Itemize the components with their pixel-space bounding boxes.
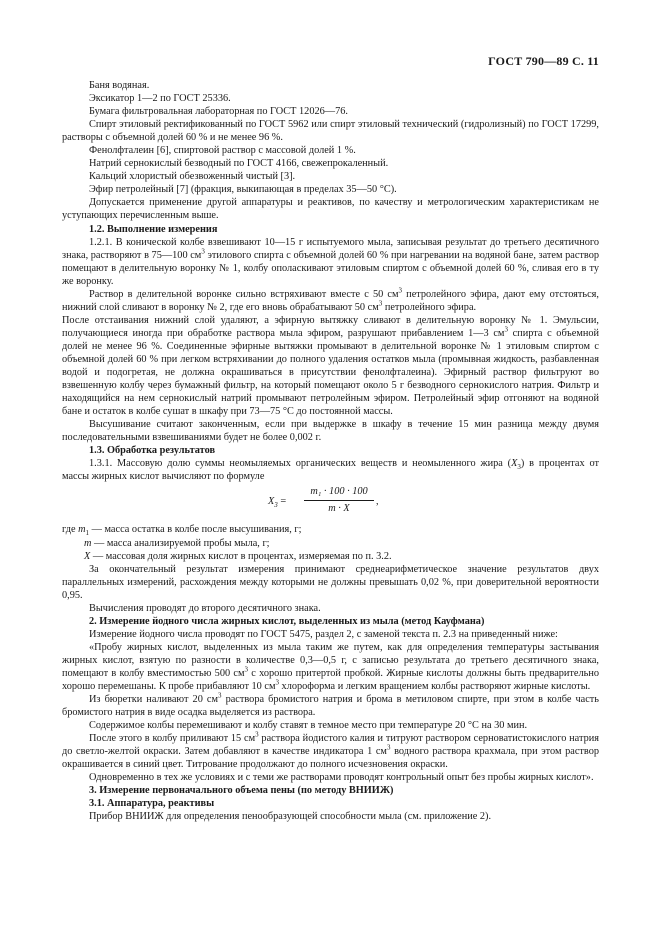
section-heading: 1.2. Выполнение измерения (89, 223, 218, 235)
reagent-line: Спирт этиловый ректификованный по ГОСТ 5962 или спирт этиловый технический (гидролизный) по ГОСТ 17299, растворы с объемной долей 60 % и не менее 96 %. (62, 119, 599, 144)
paragraph: Прибор ВНИИЖ для определения пенообразующей способности мыла (см. приложение 2). (89, 811, 492, 823)
section-heading: 1.3. Обработка результатов (89, 445, 216, 457)
formula-denominator: m · X (328, 502, 350, 514)
legend-item: X — массовая доля жирных кислот в процентах, измеряемая по п. 3.2. (84, 550, 392, 562)
formula-lhs: $X_3$ = (268, 496, 287, 510)
formula-fraction (304, 485, 374, 514)
paragraph: 1.2.1. В конической колбе взвешивают 10—15 г испытуемого мыла, записывая результат до третьего десятичного знака, растворяют в 75—100 $см^3$ этилового спирта с объемной долей 60 % при нагревании на водяной бане, затем раствор помещают в делительную воронку № 1, колбу ополаскивают этиловым спиртом с объемной долей 60 %, сливая его в ту же воронку. (62, 236, 599, 287)
paragraph: 1.3.1. Массовую долю суммы неомыляемых органических веществ и неомыленного жира $(X_3)$ в процентах от массы жирных кислот вычисляют по формуле (62, 458, 599, 483)
section-heading: 2. Измерение йодного числа жирных кислот, выделенных из мыла (метод Кауфмана) (89, 615, 485, 627)
paragraph: После этого в колбу приливают 15 $см^3$ раствора йодистого калия и титруют раствором серноватистокислого натрия до светло-желтой окраски. Затем добавляют в качестве индикатора 1 $см^3$ водного раствора крахмала, при этом раствор окрашивается в синий цвет. Титрование продолжают до полного исчезновения окраски. (62, 730, 599, 771)
formula: $X_3$ = $\frac{\text{m₁ · 100 · 100}}{m \cdot X}$ , (268, 486, 379, 514)
paragraph: За окончательный результат измерения принимают среднеарифметическое значение результатов двух параллельных измерений, расхождения между которыми не должны превышать 0,02 %, при доверительной вероятности 0,95. (62, 563, 599, 601)
reagent-line: Кальций хлористый обезвоженный чистый [3]. (89, 171, 296, 183)
paragraph: Раствор в делительной воронке сильно встряхивают вместе с 50 $см^3$ петролейного эфира, дают ему отстояться, нижний слой сливают в воронку № 2, где его вновь обрабатывают 50 $см^3$ петролейного эфира. (62, 286, 599, 313)
page-header: ГОСТ 790—89 С. 11 (488, 54, 599, 68)
reagent-line: Бумага фильтровальная лабораторная по ГОСТ 12026—76. (89, 106, 348, 118)
formula-legend (62, 523, 599, 562)
legend-item: m — масса анализируемой пробы мыла, г; (84, 537, 270, 549)
reagent-line: Фенолфталеин [6], спиртовой раствор с массовой долей 1 %. (89, 145, 356, 157)
reagent-line: Баня водяная. (89, 80, 150, 91)
subsection-heading: 3.1. Аппаратура, реактивы (89, 798, 215, 810)
paragraph: Вычисления проводят до второго десятичного знака. (89, 602, 321, 614)
reagent-line: Эксикатор 1—2 по ГОСТ 25336. (89, 93, 231, 105)
paragraph: Одновременно в тех же условиях и с теми же растворами проводят контрольный опыт без пробы жирных кислот». (89, 772, 594, 784)
paragraph: Высушивание считают законченным, если при выдержке в шкафу в течение 15 мин разница между двумя последовательными взвешиваниями будет не более 0,002 г. (62, 419, 599, 444)
page-body (62, 79, 599, 824)
formula-numerator: m₁ · 100 · 100 (304, 485, 374, 500)
paragraph: Измерение йодного числа проводят по ГОСТ 5475, раздел 2, с заменой текста п. 2.3 на приведенный ниже: (89, 628, 558, 640)
paragraph: Из бюретки наливают 20 $см^3$ раствора бромистого натрия и брома в метиловом спирте, при этом в колбе часть бромистого натрия в виде осадка выделяется из раствора. (62, 691, 599, 719)
section-heading: 3. Измерение первоначального объема пены (по методу ВНИИЖ) (89, 785, 394, 797)
paragraph: После отстаивания нижний слой удаляют, а эфирную вытяжку сливают в делительную воронку № 1. Эмульсии, получающиеся иногда при обработке раствора мыла эфиром, разрушают прибавлением 1—3 $см^3$ спирта с объемной долей не менее 96 %. Соединенные эфирные вытяжки промывают в делительной воронке № 1 этиловым спиртом с объемной долей 60 % при легком встряхивании до полного удаления остатков мыла (промывная жидкость, разбавленная водой и подогретая, не должна окрашиваться в присутствии фенолфталеина). Эфирный раствор фильтруют во взвешенную колбу через бумажный фильтр, на который помещают около 5 г безводного сернокислого натрия. Фильтр и находящийся на нем сернокислый натрий промывают петролейным эфиром. Петролейный эфир отгоняют на водяной бане и остаток в колбе сушат в шкафу при 73—75 °С до постоянной массы. (62, 314, 600, 418)
paragraph: «Пробу жирных кислот, выделенных из мыла таким же путем, как для определения температуры застывания жирных кислот, взятую по разности в количестве 0,3—0,5 г, с записью результата до третьего десятичного знака, помещают в колбу вместимостью 500 $см^3$ с хорошо притертой пробкой. Жирные кислоты должны быть предварительно хорошо перемешаны. К пробе прибавляют 10 $см^3$ хлороформа и легким вращением колбы растворяют жирные кислоты. (62, 641, 599, 693)
legend-item: где $m_1$ — масса остатка в колбе после высушивания, г; (62, 524, 302, 538)
reagent-line: Натрий сернокислый безводный по ГОСТ 4166, свежепрокаленный. (89, 158, 389, 170)
paragraph: Содержимое колбы перемешивают и колбу ставят в темное место при температуре 20 °С на 30 мин. (89, 720, 528, 732)
paragraph: Допускается применение другой аппаратуры и реактивов, по качеству и метрологическим характеристикам не уступающих перечисленным выше. (62, 197, 599, 222)
reagent-line: Эфир петролейный [7] (фракция, выкипающая в пределах 35—50 °С). (89, 184, 397, 196)
